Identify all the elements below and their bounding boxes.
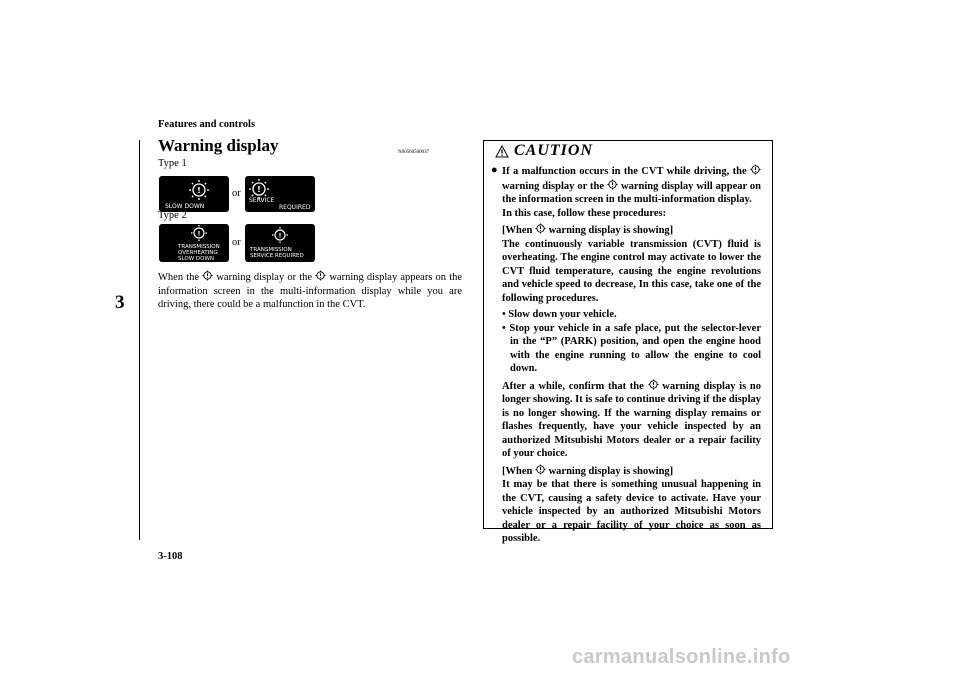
caution-body — [491, 164, 761, 549]
chapter-rule — [139, 140, 140, 540]
overheat-warning-icon — [648, 379, 659, 390]
intro-paragraph: When the warning display or the warning display appears on the information screen in the multi-information display while you are driving, there could be a malfunction in the CVT. — [158, 272, 463, 310]
procedure-list — [502, 308, 761, 376]
chapter-number: 3 — [115, 292, 125, 313]
or-text: or — [232, 237, 241, 248]
footer-watermark: carmanualsonline.info — [572, 646, 791, 668]
caution-heading: CAUTION — [514, 142, 594, 159]
service-warning-icon — [535, 464, 546, 475]
svg-text:!: ! — [257, 185, 261, 194]
overheat-warning-icon — [535, 223, 546, 234]
caution-box — [483, 140, 773, 544]
slow-down-display — [159, 176, 229, 212]
page-number: 3-108 — [158, 551, 183, 562]
screen-text: SLOW DOWN — [165, 203, 205, 210]
running-header: Features and controls — [158, 119, 256, 130]
service-warning-icon — [315, 270, 326, 281]
svg-text:OVERHEATING: OVERHEATING — [178, 250, 218, 256]
list-item: • Stop your vehicle in a safe place, put the selector-lever in the “P” (PARK) position, and open the engine hood with the engine running to allow the engine to cool down. — [502, 322, 761, 374]
svg-text:REQUIRED: REQUIRED — [279, 204, 311, 211]
type-2-label: Type 2 — [158, 210, 187, 221]
transmission-service-display — [245, 224, 315, 262]
caution-lead: ● If a malfunction occurs in the CVT while driving, the warning display or the warning display will appear on the information screen in the multi-information display. In this case, follow these procedures: [When warning display is showing] The continuously variable transmission (CVT) fluid is overheating. The engine control may activate to lower the CVT fluid temperature, causing the engine revolutions and vehicle speed to decrease, In this case, take one of the following procedures. • Slow down your vehicle. • Stop your vehicle in a safe place, put the selector-lever in the “P” (PARK) position, and open the engine hood with the engine running to allow the engine to cool down. After a while, confirm that the warning display is no longer showing. It is safe to continue driving if the display is no longer showing. If the warning display remains or flashes frequently, have your vehicle inspected by an authorized Mitsubishi Motors dealer or a repair facility of your choice. [When warning display is showing] It may be that there is something unusual happening in the CVT, causing a safety device to activate. Have your vehicle inspected by an authorized Mitsubishi Motors dealer or a repair facility of your choice as soon as possible. — [491, 164, 761, 549]
svg-text:TRANSMISSION: TRANSMISSION — [178, 244, 220, 250]
type-1-label: Type 1 — [158, 158, 187, 169]
reference-code: N00560500037 — [398, 150, 430, 155]
bullet-dot-icon: ● — [491, 164, 498, 176]
overheat-warning-icon — [202, 270, 213, 281]
overheat-warning-icon — [750, 164, 761, 175]
list-item: • Slow down your vehicle. — [502, 309, 617, 320]
warning-triangle-icon — [495, 145, 509, 158]
svg-text:SERVICE: SERVICE — [249, 197, 275, 204]
svg-text:TRANSMISSION: TRANSMISSION — [250, 247, 292, 253]
caution-header — [484, 141, 772, 163]
service-required-display — [245, 176, 315, 212]
svg-text:SERVICE REQUIRED: SERVICE REQUIRED — [250, 253, 304, 259]
svg-text:!: ! — [197, 229, 201, 238]
transmission-overheating-display — [159, 224, 229, 262]
section-title: Warning display — [158, 136, 279, 155]
svg-text:!: ! — [197, 186, 201, 195]
service-warning-icon — [607, 179, 618, 190]
svg-text:SLOW DOWN: SLOW DOWN — [178, 256, 214, 262]
svg-text:!: ! — [278, 231, 282, 240]
or-text: or — [232, 188, 241, 199]
